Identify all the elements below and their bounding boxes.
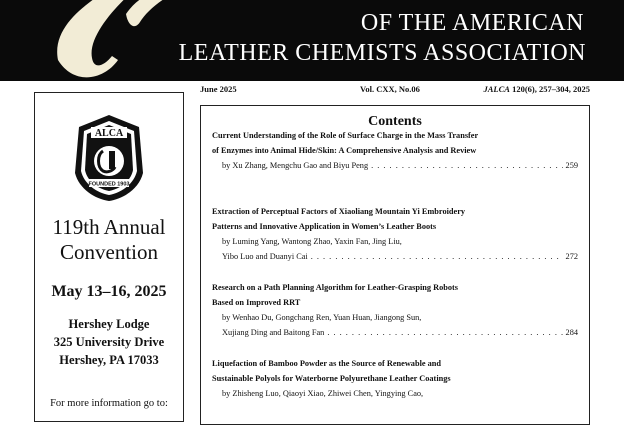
article-authors-cont: Xujiang Ding and Baitong Fan	[222, 328, 325, 337]
article-title-line2: of Enzymes into Animal Hide/Skin: A Comprehensive Analysis and Review	[212, 146, 477, 155]
venue-name: Hershey Lodge	[68, 317, 150, 331]
journal-name-line2: LEATHER CHEMISTS ASSOCIATION	[178, 40, 586, 66]
citation-rest: 120(6), 257–304, 2025	[512, 84, 590, 94]
toc-entry[interactable]	[212, 204, 578, 264]
venue-street: 325 University Drive	[53, 335, 165, 349]
issue-volume: Vol. CXX, No.06	[360, 84, 420, 94]
convention-title-line1: 119th Annual	[52, 215, 166, 239]
journal-logo-script	[0, 0, 200, 81]
article-page: 272	[565, 252, 578, 261]
issue-date: June 2025	[200, 84, 237, 94]
article-title-line2: Sustainable Polyols for Waterborne Polyurethane Leather Coatings	[212, 374, 451, 383]
article-authors: by Xu Zhang, Mengchu Gao and Biyu Peng	[222, 161, 369, 170]
article-title-line2: Patterns and Innovative Application in Women’s Leather Boots	[212, 222, 437, 231]
convention-panel	[34, 92, 184, 422]
convention-dates: May 13–16, 2025	[51, 283, 167, 300]
toc-entry[interactable]	[212, 280, 578, 340]
leader-dots	[371, 158, 562, 173]
article-title-line1: Liquefaction of Bamboo Powder as the Source of Renewable and	[212, 359, 442, 368]
contents-heading: Contents	[368, 114, 422, 129]
convention-venue	[35, 315, 183, 369]
article-author-line	[212, 249, 578, 264]
emblem-top-text: ALCA	[94, 128, 124, 139]
more-info-text: For more information go to:	[50, 398, 168, 409]
journal-name-line1: OF THE AMERICAN	[360, 10, 584, 36]
emblem-bottom-text: FOUNDED 1903	[88, 181, 130, 188]
article-page: 259	[565, 161, 578, 170]
article-authors: by Wenhao Du, Gongchang Ren, Yuan Huan, Jiangong Sun,	[222, 313, 422, 322]
venue-city: Hershey, PA 17033	[59, 353, 159, 367]
convention-title-line2: Convention	[60, 240, 158, 264]
article-title-line1: Current Understanding of the Role of Surface Charge in the Mass Transfer	[212, 131, 479, 140]
leader-dots	[311, 249, 563, 264]
article-author-line	[212, 158, 578, 173]
journal-banner	[0, 0, 624, 81]
article-authors-cont: Yibo Luo and Duanyi Cai	[222, 252, 308, 261]
convention-title	[35, 215, 183, 265]
article-title-line1: Extraction of Perceptual Factors of Xiaoliang Mountain Yi Embroidery	[212, 207, 466, 216]
toc-entry[interactable]	[212, 356, 578, 401]
article-author-line	[212, 325, 578, 340]
leader-dots	[327, 325, 562, 340]
citation-abbrev: JALCA	[483, 84, 510, 94]
article-author-line	[212, 234, 578, 249]
article-title-line2: Based on Improved RRT	[212, 298, 301, 307]
article-author-line	[212, 386, 578, 401]
article-title-line1: Research on a Path Planning Algorithm for Leather-Grasping Robots	[212, 283, 458, 292]
alca-emblem	[73, 113, 145, 203]
table-of-contents	[200, 105, 590, 425]
issue-citation	[484, 84, 591, 94]
article-page: 284	[565, 328, 578, 337]
article-author-line	[212, 310, 578, 325]
toc-entry[interactable]	[212, 128, 578, 173]
article-authors: by Luming Yang, Wantong Zhao, Yaxin Fan, Jing Liu,	[222, 237, 402, 246]
article-authors: by Zhisheng Luo, Qiaoyi Xiao, Zhiwei Chen, Yingying Cao,	[222, 389, 424, 398]
